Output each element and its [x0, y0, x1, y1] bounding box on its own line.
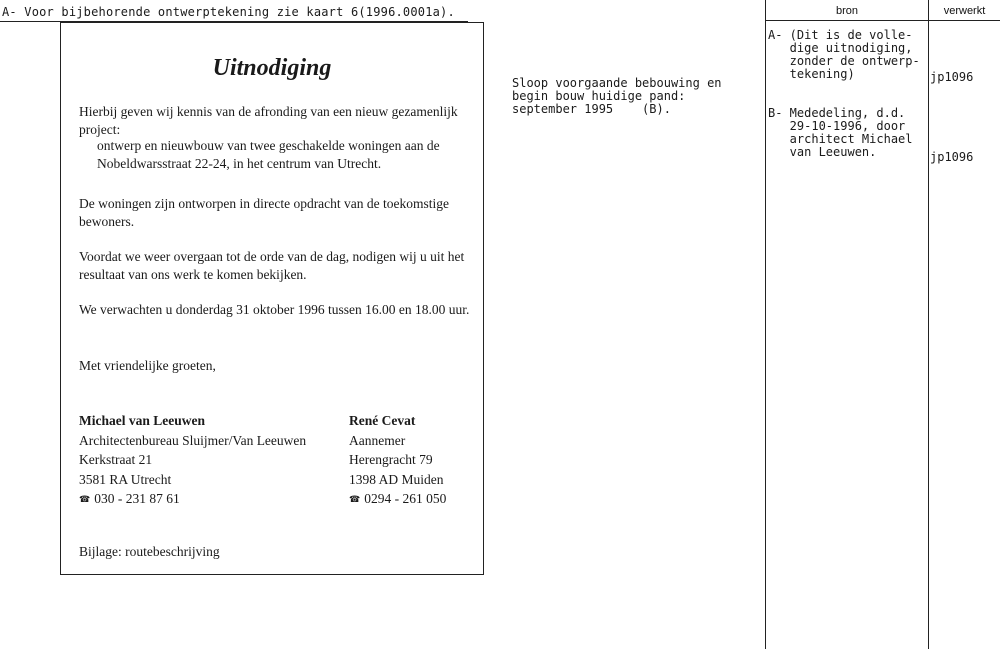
header-verwerkt: verwerkt [943, 5, 986, 17]
table-header-rule [765, 20, 1000, 21]
signatory-office: Architectenbureau Sluijmer/Van Leeuwen [79, 432, 307, 448]
source-entry-a: A- (Dit is de volle- dige uitnodiging, zonder de ontwerp- tekening) [768, 28, 920, 81]
designed-paragraph: De woningen zijn ontworpen in directe opdracht van de toekomstige bewoners. [79, 196, 450, 229]
signatory-role: Aannemer [349, 432, 406, 448]
signatory-street: Herengracht 79 [349, 452, 433, 467]
top-note: A- Voor bijbehorende ontwerptekening zie kaart 6(1996.0001a). [2, 5, 455, 19]
invitation-card [60, 22, 484, 575]
processed-column-border [928, 0, 929, 649]
signatory-city: 3581 RA Utrecht [79, 471, 172, 487]
source-entry-b: B- Mededeling, d.d. 29-10-1996, door architect Michael van Leeuwen. [768, 106, 913, 159]
processed-ref-a: jp1096 [930, 70, 974, 84]
signatory-street: Kerkstraat 21 [79, 452, 153, 467]
project-description: ontwerp en nieuwbouw van twee geschakelde woningen aan de Nobeldwarsstraat 22-24, in het centrum van Utrecht. [97, 138, 440, 171]
intro-paragraph: Hierbij geven wij kennis van de afronding van een nieuw gezamenlijk project: [79, 104, 458, 137]
demolition-note: Sloop voorgaande bebouwing en begin bouw huidige pand: september 1995 (B). [512, 76, 722, 116]
signatory-architect [79, 411, 339, 510]
signatory-name: Michael van Leeuwen [79, 413, 205, 428]
greeting: Met vriendelijke groeten, [79, 358, 216, 373]
signatory-phone: 030 - 231 87 61 [94, 491, 180, 506]
signatory-phone-line [79, 489, 339, 510]
telephone-icon: ☎ [79, 494, 91, 504]
header-bron: bron [835, 5, 859, 17]
processed-ref-b: jp1096 [930, 150, 974, 164]
attachment-note: Bijlage: routebeschrijving [79, 544, 220, 559]
signatory-name: René Cevat [349, 413, 416, 428]
invite-paragraph: Voordat we weer overgaan tot de orde van de dag, nodigen wij u uit het resultaat van ons werk te komen bekijken. [79, 249, 465, 282]
signatory-city: 1398 AD Muiden [349, 471, 444, 487]
source-column-border [765, 0, 766, 649]
telephone-icon: ☎ [349, 494, 361, 504]
signatory-phone-line [349, 489, 479, 510]
signatory-phone: 0294 - 261 050 [364, 491, 447, 506]
signatory-contractor [349, 411, 479, 510]
invitation-title: Uitnodiging [212, 55, 332, 81]
date-time-paragraph: We verwachten u donderdag 31 oktober 1996 tussen 16.00 en 18.00 uur. [79, 302, 470, 317]
